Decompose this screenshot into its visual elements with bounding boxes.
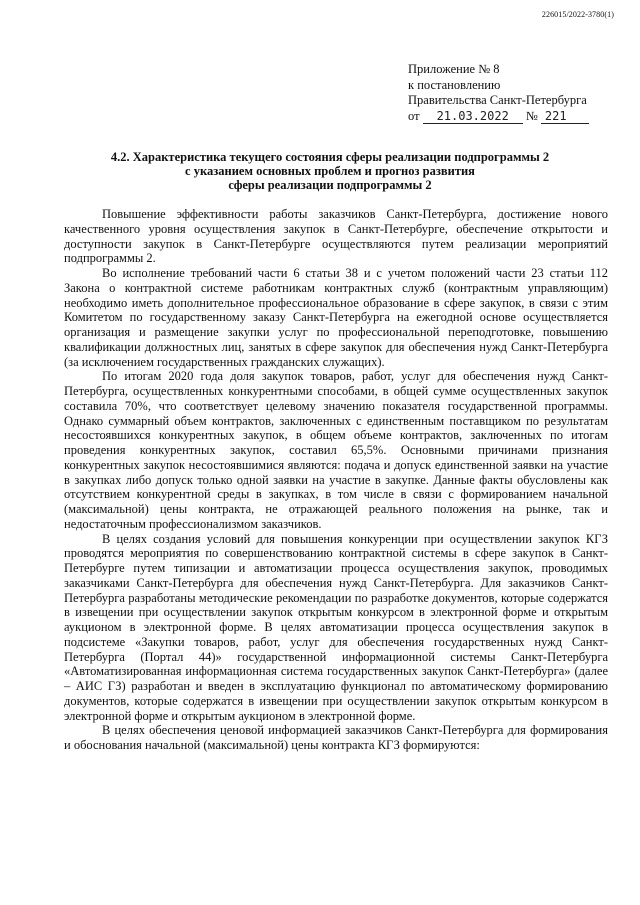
section-title-line-2: с указанием основных проблем и прогноз развития (185, 164, 475, 178)
document-body (64, 207, 608, 753)
number-value: 221 (541, 110, 589, 124)
number-prefix: № (525, 108, 538, 123)
paragraph-2: Во исполнение требований части 6 статьи 38 и с учетом положений части 23 статьи 112 Закона о контрактной системе работникам контрактных служб (контрактным управляющим) необходимо иметь дополнительное профессиональное образование в сфере закупок, в связи с этим Комитетом по государственному заказу Санкт-Петербурга на ежегодной основе осуществляется организация и размещение закупки услуг по профессиональной переподготовке, повышению квалификации должностных лиц, занятых в сфере закупок для обеспечения нужд Санкт-Петербурга (за исключением государственных гражданских служащих). (64, 266, 608, 369)
section-title-line-1: 4.2. Характеристика текущего состояния сферы реализации подпрограммы 2 (110, 150, 550, 164)
appendix-line-1: Приложение № 8 (408, 62, 500, 76)
appendix-line-2: к постановлению (408, 77, 501, 92)
date-value: 21.03.2022 (423, 110, 523, 124)
paragraph-5: В целях обеспечения ценовой информацией заказчиков Санкт-Петербурга для формирования и обоснования начальной (максимальной) цены контракта КГЗ формируются: (64, 723, 608, 752)
paragraph-4: В целях создания условий для повышения конкуренции при осуществлении закупок КГЗ проводятся мероприятия по совершенствованию контрактной системы в сфере закупок в Санкт-Петербурге путем типизации и автоматизации процесса осуществления закупок, проводимых заказчиками Санкт-Петербурга для обеспечения нужд Санкт-Петербурга. Для заказчиков Санкт-Петербурга разработаны методические рекомендации по разработке документов, которые содержатся в извещении при осуществлении закупок открытым конкурсом в электронной форме и открытым аукционом в электронной форме. В целях автоматизации процесса осуществления закупок в подсистеме «Закупки товаров, работ, услуг для обеспечения государственных нужд Санкт-Петербурга (Портал 44)» государственной информационной системы Санкт-Петербурга «Автоматизированная информационная система государственных закупок Санкт-Петербурга» (далее – АИС ГЗ) разработан и введен в эксплуатацию функционал по автоматическому формированию документов, которые содержатся в извещении при осуществлении закупок открытым конкурсом в электронной форме и открытым аукционом в электронной форме. (64, 531, 608, 723)
appendix-date-row (408, 109, 618, 125)
registration-number: 226015/2022-3780(1) (541, 10, 614, 19)
section-title-line-3: сферы реализации подпрограммы 2 (228, 178, 432, 192)
paragraph-1: Повышение эффективности работы заказчиков Санкт-Петербурга, достижение нового качественного уровня осуществления закупок в Санкт-Петербурге, обеспечение открытости и доступности закупок в Санкт-Петербурге осуществляются путем реализации мероприятий подпрограммы 2. (64, 207, 608, 266)
appendix-block (408, 62, 618, 124)
date-prefix: от (408, 108, 420, 123)
paragraph-3: По итогам 2020 года доля закупок товаров, работ, услуг для обеспечения нужд Санкт-Петербурга, осуществленных конкурентными способами, в общей сумме осуществленных закупок составила 70%, что соответствует целевому значению показателя государственной программы. Однако суммарный объем контрактов, заключенных с единственным поставщиком по результатам несостоявшихся конкурентных закупок, в общем объеме контрактов, заключенных по итогам проведения конкурентных закупок, составил 65,5%. Основными причинами признания конкурентных закупок несостоявшимися являются: подача и допуск единственной заявки на участие в закупках либо допуск только одной заявки на участие в закупке. Данные факты обусловлены как отсутствием конкурентной среды в закупках, в том числе в связи с формированием начальной (максимальной) цены контракта, не отражающей реального положения на рынке, так и недостаточным профессионализмом заказчиков. (64, 369, 608, 531)
section-title (60, 150, 600, 192)
appendix-line-3: Правительства Санкт-Петербурга (408, 93, 587, 107)
